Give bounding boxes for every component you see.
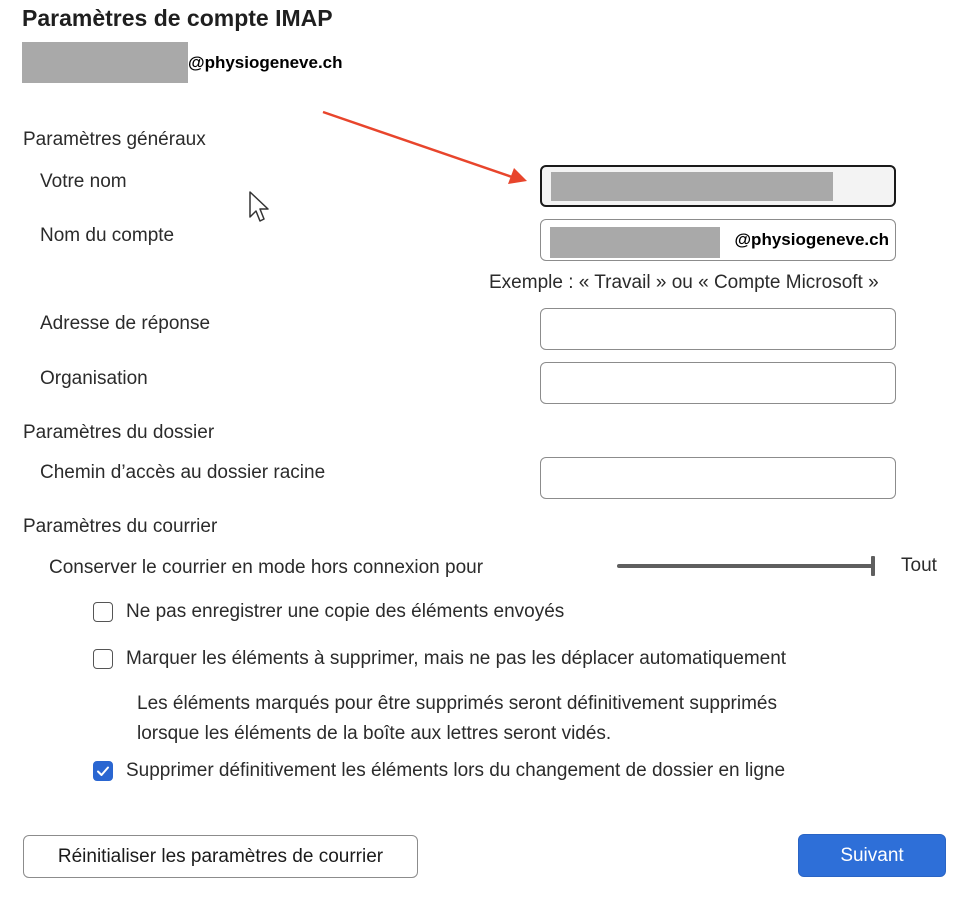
- section-mail-title: Paramètres du courrier: [23, 516, 218, 537]
- offline-slider-track[interactable]: [617, 564, 874, 568]
- purge-on-switch-checkbox[interactable]: [93, 761, 113, 781]
- account-name-domain: @physiogeneve.ch: [734, 230, 889, 249]
- account-email-banner: [22, 42, 388, 83]
- account-name-label: Nom du compte: [40, 225, 175, 246]
- account-email-domain: @physiogeneve.ch: [188, 53, 343, 72]
- reset-mail-settings-button[interactable]: Réinitialiser les paramètres de courrier: [23, 835, 418, 878]
- organization-label: Organisation: [40, 368, 148, 389]
- no-sent-copy-label[interactable]: Ne pas enregistrer une copie des éléments envoyés: [126, 601, 565, 622]
- no-sent-copy-checkbox[interactable]: [93, 602, 113, 622]
- offline-label: Conserver le courrier en mode hors connexion pour: [49, 557, 484, 578]
- next-button[interactable]: Suivant: [798, 834, 946, 877]
- reply-address-field[interactable]: [540, 308, 896, 350]
- mark-note-line-1: Les éléments marqués pour être supprimés seront définitivement supprimés: [137, 693, 777, 714]
- section-folder-title: Paramètres du dossier: [23, 422, 215, 443]
- redacted-block: [22, 42, 188, 83]
- your-name-label: Votre nom: [40, 171, 127, 192]
- account-name-field[interactable]: [540, 219, 896, 261]
- root-path-label: Chemin d’accès au dossier racine: [40, 462, 326, 483]
- mark-note-line-2: lorsque les éléments de la boîte aux lettres seront vidés.: [137, 723, 612, 744]
- organization-field[interactable]: [540, 362, 896, 404]
- redacted-block: [550, 227, 720, 258]
- your-name-field[interactable]: [540, 165, 896, 207]
- section-general-title: Paramètres généraux: [23, 129, 206, 150]
- checkmark-icon: [96, 764, 110, 778]
- mark-for-delete-note: [137, 689, 777, 749]
- offline-slider-value: Tout: [901, 555, 937, 576]
- page-title: Paramètres de compte IMAP: [22, 5, 333, 31]
- mark-for-delete-checkbox[interactable]: [93, 649, 113, 669]
- offline-slider-thumb[interactable]: [871, 556, 875, 576]
- mark-for-delete-label[interactable]: Marquer les éléments à supprimer, mais ne pas les déplacer automatiquement: [126, 648, 787, 669]
- redacted-block: [551, 172, 833, 201]
- mouse-cursor-icon: [248, 190, 274, 226]
- root-path-field[interactable]: [540, 457, 896, 499]
- purge-on-switch-label[interactable]: Supprimer définitivement les éléments lors du changement de dossier en ligne: [126, 760, 786, 781]
- account-name-hint: Exemple : « Travail » ou « Compte Microsoft »: [489, 272, 879, 293]
- reply-address-label: Adresse de réponse: [40, 313, 211, 334]
